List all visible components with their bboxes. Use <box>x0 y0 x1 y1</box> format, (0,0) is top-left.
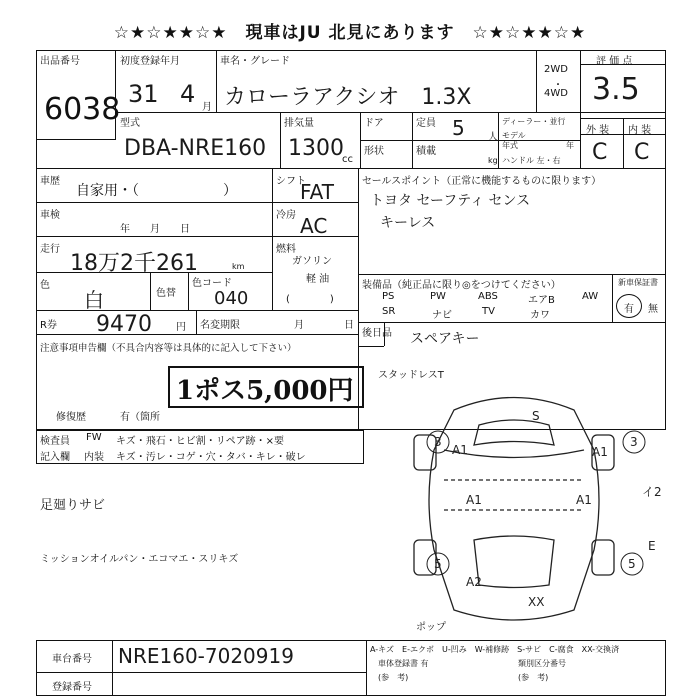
equip-sr: SR <box>382 306 396 317</box>
mileage-value: 18万2千261 <box>70 251 198 276</box>
recycle-value: 9470 <box>96 312 152 337</box>
color-label: 色 <box>40 280 50 291</box>
chassis-value: NRE160-7020919 <box>118 644 294 668</box>
inspector-in-label: 内装 <box>84 452 104 463</box>
kind-label: 類別区分番号 <box>518 659 566 668</box>
notes-stamp: 1ポス5,000円 <box>176 376 354 406</box>
pop-note: ポップ <box>416 622 446 633</box>
diag-i2: イ2 <box>642 485 662 499</box>
color-value: 白 <box>84 288 104 312</box>
recycle-unit: 円 <box>176 322 186 333</box>
color-code-value: 040 <box>214 288 249 309</box>
capacity-value: 5 <box>452 116 465 140</box>
lot-label: 出品番号 <box>40 56 80 67</box>
equip-abs: ABS <box>478 291 498 302</box>
remark-2: ミッションオイルパン・エコマエ・スリキズ <box>40 554 239 565</box>
drive-4wd: 4WD <box>544 88 568 99</box>
handle-label: ハンドル 左・右 <box>502 156 561 165</box>
recycle-label: R券 <box>40 320 57 331</box>
damage-diagram <box>364 380 674 640</box>
equip-navi: ナビ <box>432 310 452 321</box>
load-label: 積載 <box>416 146 436 157</box>
dealer-label: ディーラー・並行 <box>502 117 566 126</box>
rear-seat-label: 後日品 <box>362 328 392 339</box>
repair-label: 修復歴 <box>56 412 86 423</box>
equip-ps: PS <box>382 291 395 302</box>
registration-month-unit: 月 <box>202 102 212 113</box>
displacement-unit: cc <box>342 154 353 165</box>
diag-e: E <box>648 539 656 553</box>
color-code-label: 色コード <box>192 278 232 289</box>
studless-note: スタッドレスT <box>378 370 444 381</box>
header-banner: ☆★☆★★☆★ 現車はJU 北見にあります ☆★☆★★☆★ <box>113 23 587 43</box>
warranty-no: 無 <box>648 304 658 315</box>
interior-label: 内 装 <box>628 125 652 136</box>
ref2: (参 考) <box>518 673 549 682</box>
capacity-label: 定員 <box>416 118 436 129</box>
aircon-value: AC <box>300 214 328 238</box>
doors-label: ドア <box>364 118 384 129</box>
ref1: (参 考) <box>378 673 409 682</box>
model-name-label: 車名・グレード <box>220 56 290 67</box>
history-label: 車歴 <box>40 176 60 187</box>
drive-2wd: 2WD <box>544 64 568 75</box>
diag-a1-mid-right: A1 <box>576 493 592 507</box>
fuel-label: 燃料 <box>276 244 296 255</box>
displacement-label: 排気量 <box>284 118 314 129</box>
reg-cert: 車体登録書 有 <box>378 659 429 668</box>
drive-sep: ・ <box>553 80 563 91</box>
fuel-paren: ( ) <box>286 294 334 305</box>
sales-point-2: キーレス <box>380 215 436 231</box>
displacement-value: 1300 <box>288 136 344 161</box>
inspection-value: 年 月 日 <box>120 224 190 235</box>
registration-label: 初度登録年月 <box>120 56 180 67</box>
capacity-unit: 人 <box>488 132 498 143</box>
history-value: 自家用・（ ） <box>76 183 237 199</box>
shape-label: 形状 <box>364 146 384 157</box>
chassis-label: 車台番号 <box>52 654 92 665</box>
inspector-in: キズ・汚レ・コゲ・穴・タバ・キレ・破レ <box>116 452 306 463</box>
diag-5-left: 5 <box>434 557 442 571</box>
equip-airbag: エアB <box>528 295 555 306</box>
diag-xx: XX <box>528 595 545 609</box>
model-year-label2: 年式 <box>502 141 518 150</box>
diag-a2: A2 <box>466 575 482 589</box>
interior-value: C <box>634 140 650 165</box>
model-year-unit: 年 <box>566 141 574 150</box>
load-unit: kg <box>488 156 498 165</box>
equip-pw: PW <box>430 291 446 302</box>
shift-label: シフト <box>276 176 306 187</box>
mileage-unit: km <box>232 262 245 271</box>
fuel-value: ガソリン <box>292 256 332 267</box>
aircon-label: 冷房 <box>276 210 296 221</box>
inspector-label: 検査員 <box>40 436 70 447</box>
mileage-label: 走行 <box>40 244 60 255</box>
lot-number: 6038 <box>44 92 121 127</box>
fuel-option: 軽 油 <box>306 274 330 285</box>
diag-3-left: 3 <box>434 435 442 449</box>
sales-point-1: トヨタ セーフティ センス <box>370 193 531 209</box>
diag-a1-left: A1 <box>452 443 468 457</box>
reg-number-label: 登録番号 <box>52 682 92 693</box>
diag-s: S <box>532 409 540 423</box>
model-year-label1: モデル <box>502 131 526 140</box>
equip-aw: AW <box>582 291 599 302</box>
equipment-label: 装備品（純正品に限り◎をつけてください） <box>362 280 561 291</box>
shift-value: FAT <box>300 180 335 204</box>
registration-year: 31 <box>128 80 159 108</box>
model-code-label: 型式 <box>120 118 140 129</box>
limit-day: 日 <box>344 320 354 331</box>
warranty-label: 新車保証書 <box>618 278 658 287</box>
model-name: カローラアクシオ 1.3X <box>224 85 472 110</box>
sales-points-label: セールスポイント（正常に機能するものに限ります） <box>362 176 602 187</box>
diag-3-right: 3 <box>630 435 638 449</box>
inspector-fw-label: FW <box>86 432 102 443</box>
diag-a1-mid-left: A1 <box>466 493 482 507</box>
warranty-yes: 有 <box>624 304 634 315</box>
grade-label: 評 価 点 <box>596 56 633 67</box>
color-change-label: 色替 <box>156 288 176 299</box>
exterior-value: C <box>592 140 608 165</box>
diag-5-right: 5 <box>628 557 636 571</box>
inspector-fw: キズ・飛石・ヒビ割・リペア跡・×要 <box>116 436 284 447</box>
warranty-yes-circle <box>616 294 642 318</box>
entry-label: 記入欄 <box>40 452 70 463</box>
exterior-label: 外 装 <box>586 125 610 136</box>
equip-tv: TV <box>482 306 495 317</box>
limit-label: 名変期限 <box>200 320 240 331</box>
registration-month: 4 <box>180 80 196 108</box>
equip-leather: カワ <box>530 310 550 321</box>
repair-value: 有（箇所 <box>120 412 160 423</box>
rear-seat-value: スペアキー <box>410 331 480 347</box>
model-code: DBA-NRE160 <box>124 136 267 161</box>
legend: A-キズ E-エクボ U-凹み W-補修跡 S-サビ C-腐食 XX-交換済 <box>370 645 620 654</box>
limit-month: 月 <box>294 320 304 331</box>
remark-1: 足廻りサビ <box>40 498 106 513</box>
diag-a1-right: A1 <box>592 445 608 459</box>
inspection-label: 車検 <box>40 210 60 221</box>
grade-value: 3.5 <box>592 72 640 107</box>
notes-label: 注意事項申告欄（不具合内容等は具体的に記入して下さい） <box>40 343 297 354</box>
